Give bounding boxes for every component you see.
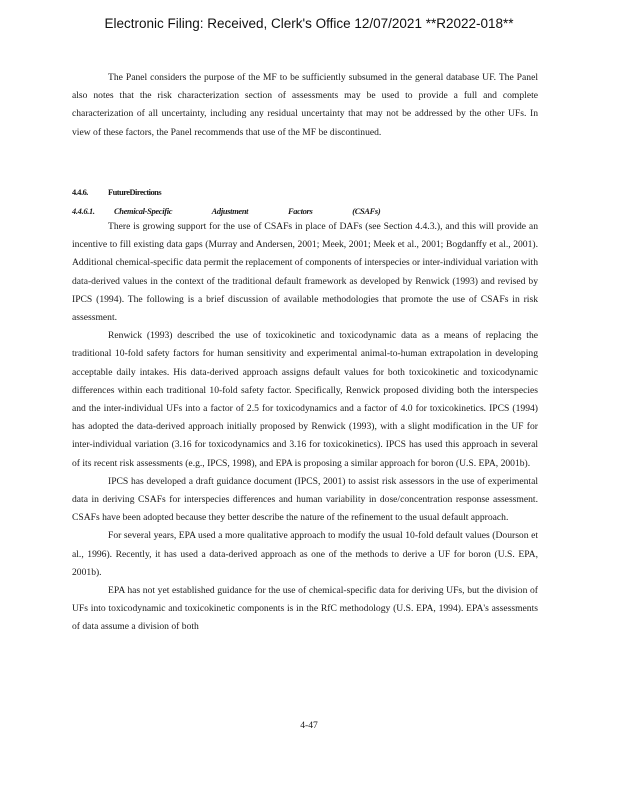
body-paragraph: Renwick (1993) described the use of toxicokinetic and toxicodynamic data as a means of replacing the traditional 10-fold safety factors for human sensitivity and experimental animal-to-human extrapolation in developing acceptable daily intakes. His data-derived approach assigns default values for both toxicokinetic and toxicodynamic differences within each traditional 10-fold safety factor. Specifically, Renwick proposed dividing both the interspecies and the inter-individual UFs into a factor of 2.5 for toxicodynamics and a factor of 4.0 for toxicokinetics. IPCS (1994) has adopted the data-derived approach initially proposed by Renwick (1993), with a slight modification in the UF for inter-individual variation (3.16 for toxicodynamics and 3.16 for toxicokinetics). IPCS has used this approach in several of its recent risk assessments (e.g., IPCS, 1998), and EPA is proposing a similar approach for boron (U.S. EPA, 2001b). xyxy=(72,330,538,469)
page-number: 4-47 xyxy=(300,720,318,731)
intro-section xyxy=(72,69,538,142)
section-body xyxy=(72,218,538,637)
intro-paragraph: The Panel considers the purpose of the MF to be sufficiently subsumed in the general database UF. The Panel also notes that the risk characterization section of assessments may be used to provide a full and complete characterization of all uncertainty, including any residual uncertainty that may not be addressed by the other UFs. In view of these factors, the Panel recommends that use of the MF be discontinued. xyxy=(72,72,538,138)
body-paragraph: IPCS has developed a draft guidance document (IPCS, 2001) to assist risk assessors in the use of experimental data in deriving CSAFs for interspecies differences and human variability in dose/concentration response assessment. CSAFs have been adopted because they better describe the nature of the refinement to the usual default approach. xyxy=(72,475,538,524)
body-paragraph: There is growing support for the use of CSAFs in place of DAFs (see Section 4.4.3.), and this will provide an incentive to fill existing data gaps (Murray and Andersen, 2001; Meek, 2001; Meek et al., 2001; Bogdanffy et al., 2001). Additional chemical-specific data permit the replacement of components of interspecies or inter-individual variation with data-derived values in the context of the traditional default framework as developed by Renwick (1993) and revised by IPCS (1994). The following is a brief discussion of available methodologies that promote the use of CSAFs in risk assessment. xyxy=(72,221,538,324)
section-number: 4.4.6. xyxy=(72,188,88,197)
section-heading-block xyxy=(72,184,538,220)
section-heading xyxy=(72,184,538,202)
section-title: FutureDirections xyxy=(108,188,162,197)
subsection-title: Chemical-Specific Adjustment Factors (CSAFs) xyxy=(114,207,381,217)
body-paragraph: EPA has not yet established guidance for the use of chemical-specific data for deriving UFs, but the division of UFs into toxicodynamic and toxicokinetic components is in the RfC methodology (U.S. EPA, 1994). EPA's assessments of data assume a division of both xyxy=(72,585,538,633)
filing-header: Electronic Filing: Received, Clerk's Office 12/07/2021 **R2022-018** xyxy=(104,16,514,31)
subsection-number: 4.4.6.1. xyxy=(72,207,95,217)
body-paragraph: For several years, EPA used a more qualitative approach to modify the usual 10-fold default values (Dourson et al., 1996). Recently, it has used a data-derived approach as one of the methods to derive a UF for boron (U.S. EPA, 2001b). xyxy=(72,530,538,578)
